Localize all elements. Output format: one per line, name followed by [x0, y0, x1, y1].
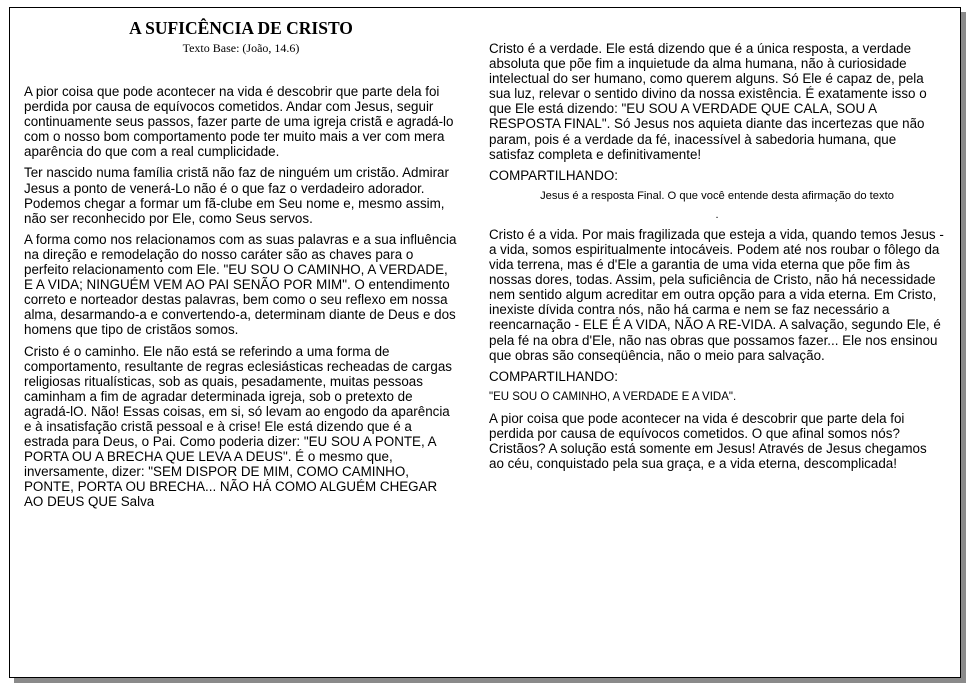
- share-question-1: Jesus é a resposta Final. O que você entende desta afirmação do texto: [540, 189, 894, 202]
- share-heading-2: COMPARTILHANDO:: [489, 368, 618, 384]
- document-title: A SUFICÊNCIA DE CRISTO: [129, 18, 353, 38]
- paragraph-life: Cristo é a vida. Por mais fragilizada que esteja a vida, quando temos Jesus - a vida, somos espiritualmente intocáveis. Podem até nos roubar o fôlego da vida terrena, mas é d'Ele a garantia de uma vida eterna que põe fim às nossas dores, todas. Assim, pela suficiência de Cristo, não há necessidade nem sentido algum acreditar em outra opção para a vida eterna. Em Cristo, inexiste dívida contra nós, não há carma e nem se faz necessário a reencarnação - ELE É A VIDA, NÃO A RE-VIDA. A salvação, segundo Ele, é pela fé na obra d'Ele, não nas obras que possamos fazer... Ele nos ensinou que obras são conseqüência, não o meio para salvação.: [489, 226, 944, 363]
- document-page: [9, 7, 961, 678]
- paragraph-intro: A pior coisa que pode acontecer na vida é descobrir que parte dela foi perdida por causa de equívocos cometidos. Andar com Jesus, seguir continuamente seus passos, fazer parte de uma igreja cristã e agradá-lo com o nosso bom comportamento pode ter muito mais a ver com mera aparência do que com a real cumplicidade.: [24, 84, 454, 160]
- left-column: [24, 8, 458, 516]
- paragraph-family: Ter nascido numa família cristã não faz de ninguém um cristão. Admirar Jesus a ponto de venerá-Lo não é o que faz o verdadeiro adorador. Podemos chegar a formar um fã-clube em Seu nome e, mesmo assim, não ser reconhecido por Ele, como Seus servos.: [24, 165, 449, 226]
- paragraph-relationship: A forma como nos relacionamos com as suas palavras e a sua influência na direção e remodelação do nosso caráter são as chaves para o perfeito relacionamento com Ele. "EU SOU O CAMINHO, A VERDADE, E A VIDA; NINGUÉM VEM AO PAI SENÃO POR MIM". O entendimento correto e norteador destas palavras, bem como o seu reflexo em nossa alma, desarmando-a e convertendo-a, determinam diante de Deus e dos homens que tipo de cristãos somos.: [24, 231, 457, 338]
- share-dot: .: [715, 208, 719, 221]
- right-column: [489, 8, 945, 477]
- paragraph-way: Cristo é o caminho. Ele não está se referindo a uma forma de comportamento, resultante de regras eclesiásticas recheadas de cargas religiosas ritualísticas, sob as quais, pesadamente, muitas pessoas caminham a fim de agradar determinada igreja, sob o pretexto de agradá-lO. Não! Essas coisas, em si, só levam ao engodo da aparência e à insatisfação cristã pessoal e à crise! Ele está dizendo que é a estrada para Deus, o Pai. Como poderia dizer: "EU SOU A PONTE, A PORTA OU A BRECHA QUE LEVA A DEUS". É o mesmo que, inversamente, dizer: "SEM DISPOR DE MIM, COMO CAMINHO, PONTE, PORTA OU BRECHA... NÃO HÁ COMO ALGUÉM CHEGAR AO DEUS QUE Salva: [24, 343, 452, 510]
- share-heading-1: COMPARTILHANDO:: [489, 167, 618, 183]
- document-subtitle: Texto Base: (João, 14.6): [182, 41, 300, 55]
- paragraph-truth: Cristo é a verdade. Ele está dizendo que é a única resposta, a verdade absoluta que põe fim a inquietude da alma humana, não à curiosidade intelectual do ser humano, como querem alguns. Só Ele é capaz de, pela sua luz, relevar o sentido divino da nossa existência. É exatamente isso o que Ele está dizendo: "EU SOU A VERDADE QUE CALA, SOU A RESPOSTA FINAL". Só Jesus nos aquieta diante das incertezas que não param, pois é a verdade da fé, inacessível à sabedoria humana, que satisfaz completa e definitivamente!: [489, 41, 927, 162]
- paragraph-conclusion: A pior coisa que pode acontecer na vida é descobrir que parte dela foi perdida por causa de equívocos cometidos. O que afinal somos nós? Cristãos? A solução está somente em Jesus! Através de Jesus chegamos ao céu, conquistado pela sua graça, e a vida eterna, descomplicada!: [489, 410, 927, 472]
- share-quote-2: "EU SOU O CAMINHO, A VERDADE E A VIDA".: [489, 390, 737, 403]
